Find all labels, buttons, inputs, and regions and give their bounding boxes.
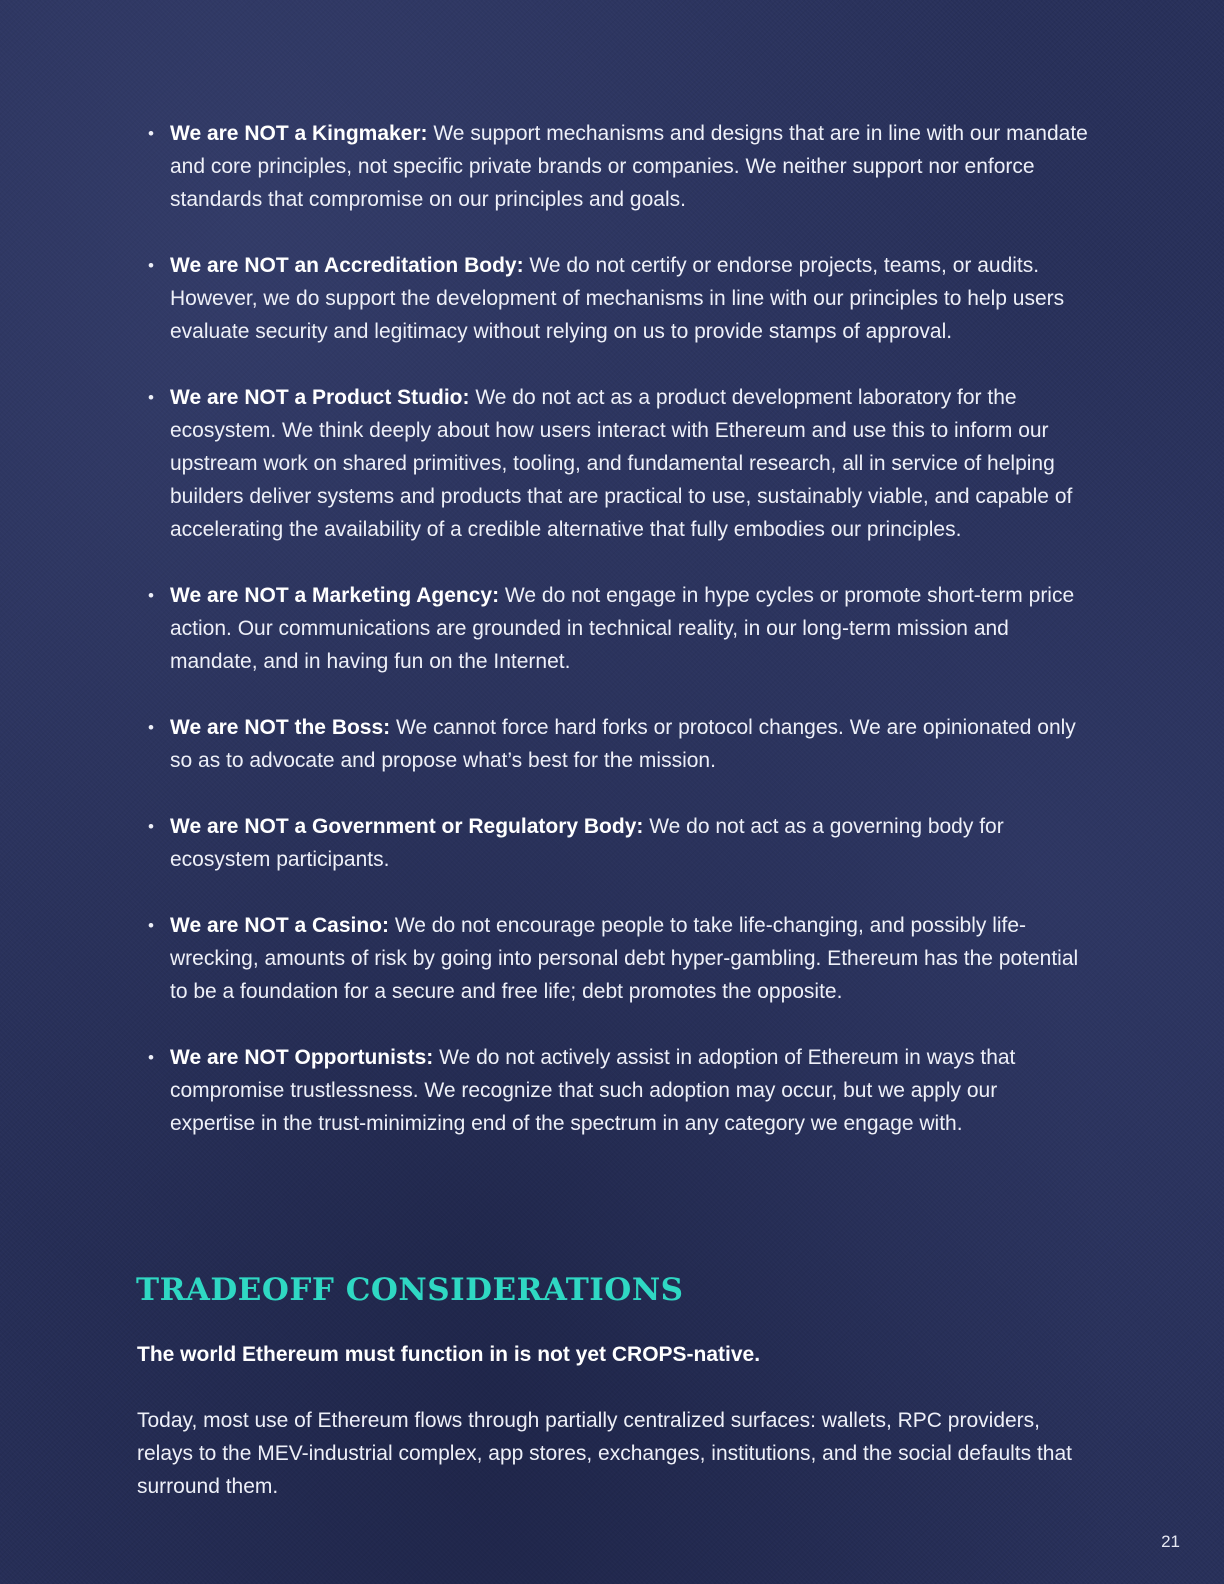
bullet-marker: • [148, 388, 154, 407]
section-paragraph: Today, most use of Ethereum flows through partially centralized surfaces: wallets, RPC providers, relays to the MEV-industrial complex, app stores, exchanges, institutions, and the social defaults that surround them. [137, 1409, 1073, 1498]
bullet-text: We do not engage in hype cycles or promote short-term price action. Our communications are grounded in technical reality, in our long-term mission and mandate, and in having fun on the Internet. [170, 584, 1075, 673]
principles-bullet-list [148, 117, 1088, 1173]
bullet-item-product-studio [148, 381, 1088, 546]
bullet-lead: We are NOT the Boss: [170, 716, 391, 739]
bullet-item-casino [148, 909, 1088, 1008]
bullet-lead: We are NOT Opportunists: [170, 1046, 434, 1069]
bullet-item-kingmaker [148, 117, 1088, 216]
bullet-lead: We are NOT a Product Studio: [170, 386, 470, 409]
bullet-lead: We are NOT a Government or Regulatory Body: [170, 815, 644, 838]
page-number: 21 [1161, 1532, 1180, 1551]
bullet-item-opportunists [148, 1041, 1088, 1140]
bullet-text: We do not act as a product development laboratory for the ecosystem. We think deeply about how users interact with Ethereum and use this to inform our upstream work on shared primitives, tooling, and fundamental research, all in service of helping builders deliver systems and products that are practical to use, sustainably viable, and capable of accelerating the availability of a credible alternative that fully embodies our principles. [170, 386, 1073, 541]
bullet-lead: We are NOT an Accreditation Body: [170, 254, 524, 277]
bullet-marker: • [148, 586, 154, 605]
bullet-text: We support mechanisms and designs that are in line with our mandate and core principles, not specific private brands or companies. We neither support nor enforce standards that compromise on our principles and goals. [170, 122, 1088, 211]
bullet-text: We do not certify or endorse projects, teams, or audits. However, we do support the development of mechanisms in line with our principles to help users evaluate security and legitimacy without relying on us to provide stamps of approval. [170, 254, 1065, 343]
bullet-item-accreditation-body [148, 249, 1088, 348]
bullet-lead: We are NOT a Marketing Agency: [170, 584, 500, 607]
bullet-text: We cannot force hard forks or protocol changes. We are opinionated only so as to advocate and propose what’s best for the mission. [170, 716, 1076, 772]
bullet-text: We do not encourage people to take life-changing, and possibly life-wrecking, amounts of risk by going into personal debt hyper-gambling. Ethereum has the potential to be a foundation for a secure and free life; debt promotes the opposite. [170, 914, 1079, 1003]
bullet-marker: • [148, 718, 154, 737]
bullet-marker: • [148, 916, 154, 935]
bullet-marker: • [148, 1048, 154, 1067]
bullet-marker: • [148, 256, 154, 275]
bullet-item-government-regulatory-body [148, 810, 1088, 876]
bullet-text: We do not actively assist in adoption of Ethereum in ways that compromise trustlessness. We recognize that such adoption may occur, but we apply our expertise in the trust-minimizing end of the spectrum in any category we engage with. [170, 1046, 1016, 1135]
section-subheading: The world Ethereum must function in is not yet CROPS-native. [137, 1343, 761, 1366]
bullet-lead: We are NOT a Casino: [170, 914, 390, 937]
section-heading: TRADEOFF CONSIDERATIONS [136, 1272, 684, 1308]
bullet-item-marketing-agency [148, 579, 1088, 678]
bullet-marker: • [148, 817, 154, 836]
bullet-marker: • [148, 124, 154, 143]
bullet-text: We do not act as a governing body for ecosystem participants. [170, 815, 1004, 871]
bullet-item-boss [148, 711, 1088, 777]
bullet-lead: We are NOT a Kingmaker: [170, 122, 428, 145]
